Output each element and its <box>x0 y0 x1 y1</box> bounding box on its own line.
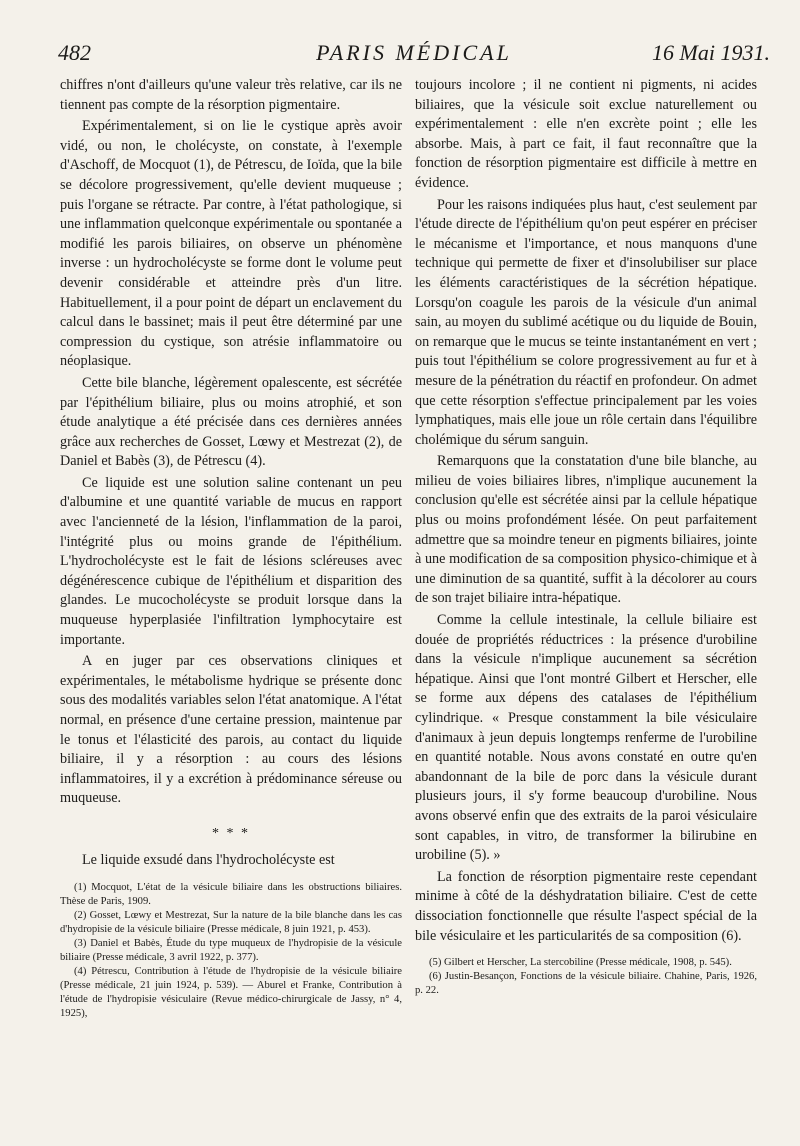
paragraph: chiffres n'ont d'ailleurs qu'une valeur très relative, car ils ne tiennent pas compte de la résorption pigmentaire. <box>60 77 402 113</box>
paragraph: Remarquons que la constatation d'une bile blanche, au milieu de voies biliaires libres, n'implique aucunement la conclusion qu'elle est sécrétée ainsi par la cellule hépatique plus ou moins profondément lésée. On peut parfaitement admettre que sa moindre teneur en pigments biliaires, jointe à une modification de sa composition physico-chimique et à une diminution de sa quantité, suffit à la décolorer au cours de son trajet biliaire intra-hépatique. <box>415 453 757 607</box>
footnote: (2) Gosset, Lœwy et Mestrezat, Sur la nature de la bile blanche dans les cas d'hydropisie de la vésicule biliaire (Presse médicale, 8 juin 1921, p. 453). <box>60 909 402 935</box>
paragraph: La fonction de résorption pigmentaire reste cependant minime à côté de la déshydratation biliaire. C'est de cette dissociation fonctionnelle que résulte l'aspect spécial de la bile vésiculaire et les particularités de sa composition (6). <box>415 868 757 944</box>
paragraph: toujours incolore ; il ne contient ni pigments, ni acides biliaires, que la vésicule soit exclue naturellement ou expérimentalement : elle n'en excrète point ; elle les absorbe. Mais, à part ce fait, il faut reconnaître que la fonction de résorption pigmentaire est difficile à mettre en évidence. <box>415 77 757 191</box>
paragraph: Ce liquide est une solution saline contenant un peu d'albumine et une quantité variable de mucus en rapport avec l'ancienneté de la lésion, l'inflammation de la paroi, l'intégrité plus ou moins grande de l'épithélium. L'hydrocholécyste est le fait de lésions scléreuses avec dégénérescence cubique de l'épithélium et disparition des glandes. Le mucocholécyste se produit lorsque dans la muqueuse hyperplasiée l'infiltration lymphocytaire est importante. <box>60 474 402 648</box>
page-number: 482 <box>58 40 91 65</box>
footnote: (1) Mocquot, L'état de la vésicule biliaire dans les obstructions biliaires. Thèse de Paris, 1909. <box>60 881 402 907</box>
left-column <box>60 76 402 1022</box>
paragraph: Pour les raisons indiquées plus haut, c'est seulement par l'étude directe de l'épithélium qu'on peut espérer en préciser le mécanisme et l'importance, et nous manquons d'une technique qui permette de fixer et d'insolubiliser sur place les éléments caractéristiques de la sécrétion hépatique. Lorsqu'on coagule les parois de la vésicule d'un animal sain, au moyen du sublimé acétique ou du liquide de Bouin, on remarque que le mucus se teinte instantanément en vert ; puis tout l'épithélium se colore progressivement au fur et à mesure de la pénétration du réactif en profondeur. On admet que cette résorption s'effectue principalement par les voies lymphatiques, mais elle joue un rôle certain dans l'équilibre cholémique du sérum sanguin. <box>415 196 757 448</box>
footnote: (4) Pétrescu, Contribution à l'étude de l'hydropisie de la vésicule biliaire (Presse médicale, 21 juin 1924, p. 539). — Aburel et Franke, Contribution à l'étude de l'hydropisie vésiculaire (Revue médico-chirurgicale de Jassy, n° 4, 1925), <box>60 966 402 1020</box>
footnote: (3) Daniel et Babès, Étude du type muqueux de l'hydropisie de la vésicule biliaire (Presse médicale, 3 avril 1922, p. 377). <box>60 937 402 964</box>
footnotes-left <box>60 881 402 1022</box>
paragraph: Cette bile blanche, légèrement opalescente, est sécrétée par l'épithélium biliaire, plus ou moins atrophié, et son étude analytique a été précisée dans ces dernières années grâce aux recherches de Gosset, Lœwy et Mestrezat (2), de Daniel et Babès (3), de Pétrescu (4). <box>60 374 402 470</box>
section-separator: * * * <box>212 825 250 841</box>
journal-title: PARIS MÉDICAL <box>316 40 512 65</box>
paragraph: Expérimentalement, si on lie le cystique après avoir vidé, ou non, le cholécyste, on constate, à l'exemple d'Aschoff, de Mocquot (1), de Pétrescu, de Ioïda, que la bile se décolore progressivement, qu'elle devient muqueuse ; puis l'organe se rétracte. Par contre, à l'état pathologique, si une inflammation quelconque expérimentale ou spontanée a modifié les parois biliaires, on observe un phénomène inverse : un hydrocholécyste se forme dont le volume peut devenir considérable et atteindre près d'un litre. Habituellement, il a pour point de départ un enclavement du calcul dans le bassinet; mais il peut être déterminé par une compression du cystique, son atrésie inflammatoire ou néoplasique. <box>60 118 402 370</box>
paragraph: A en juger par ces observations cliniques et expérimentales, le métabolisme hydrique se présente donc sous des modalités variables selon l'état anatomique. A l'état normal, en présence d'une certaine pression, maintenue par le tonus et l'élasticité des parois, au contact du liquide biliaire, il y a résorption : au cours des lésions inflammatoires, il y a excrétion à prédominance séreuse ou muqueuse. <box>60 653 402 807</box>
right-column <box>415 76 757 998</box>
paragraph: Comme la cellule intestinale, la cellule biliaire est douée de propriétés réductrices : la présence d'urobiline dans la vésicule n'implique aucunement sa sécrétion hépatique. Ainsi que l'ont montré Gilbert et Herscher, elle se forme aux dépens des catalases de l'épithélium cylindrique. « Presque constamment la bile vésiculaire d'animaux à jeun depuis longtemps renferme de l'urobiline en quantité notable. Nous avons constaté en outre qu'en abandonnant de la bile de porc dans la vésicule durant plusieurs jours, il s'y forme beaucoup d'urobiline. Nous avons observé enfin que des extraits de la paroi vésiculaire sont capables, in vitro, de transformer la bilirubine en urobiline (5). » <box>415 612 757 864</box>
footnote: (6) Justin-Besançon, Fonctions de la vésicule biliaire. Chahine, Paris, 1926, p. 22. <box>415 971 757 997</box>
paragraph: Le liquide exsudé dans l'hydrocholécyste est <box>82 851 335 868</box>
issue-date: 16 Mai 1931. <box>652 40 770 65</box>
page-header <box>58 40 770 70</box>
footnote: (5) Gilbert et Herscher, La stercobiline (Presse médicale, 1908, p. 545). <box>429 957 732 969</box>
footnotes-right <box>415 956 757 998</box>
